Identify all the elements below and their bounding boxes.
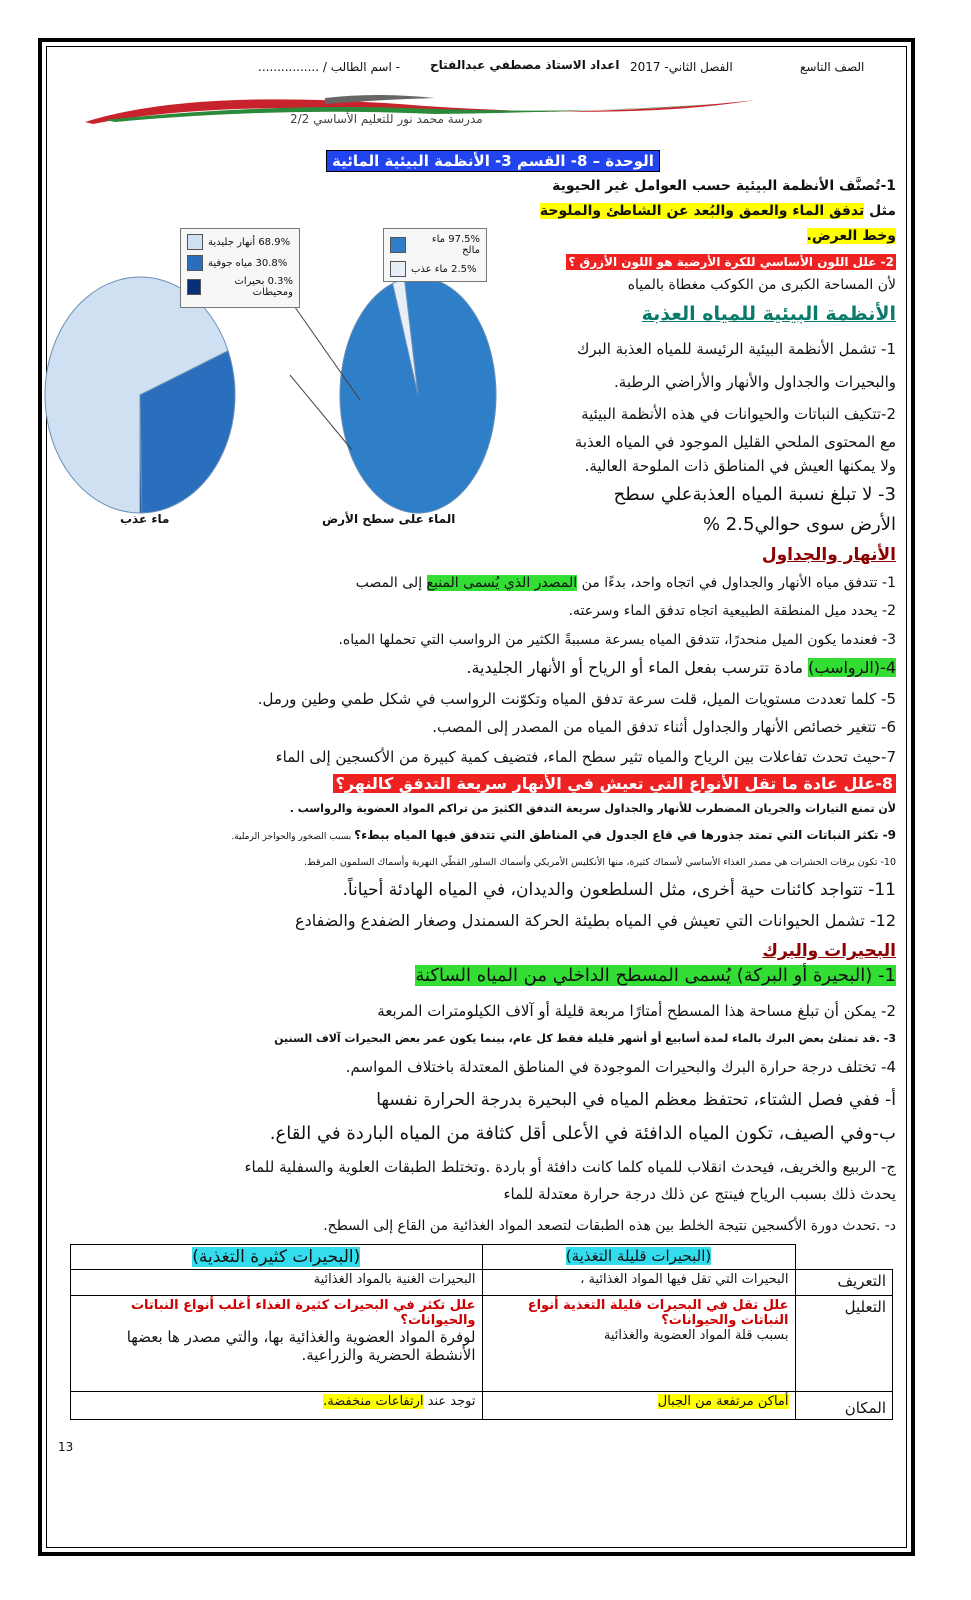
intro-line-2: مثل تدفق الماء والعمق والبُعد عن الشاطئ والملوحة — [539, 203, 896, 219]
header-grade: الصف التاسع — [800, 60, 865, 74]
rivers-line-9: 9- تكثر النباتات التي تمتد جذورها في قاع الجدول في المناطق التي تتدفق فيها المياه ببطء؟ بسبب الصخور والحواجز الرملية. — [231, 828, 896, 842]
comparison-table — [70, 1244, 893, 1420]
table-label-reason: التعليل — [795, 1296, 893, 1392]
table-head-low: (البحيرات قليلة التغذية) — [482, 1245, 795, 1270]
lakes-line-d: د- .تحدث دورة الأكسجين نتيجة الخلط بين هذه الطبقات لتصعد المواد الغذائية من القاع إلى السطح. — [323, 1218, 896, 1234]
legend-earth — [383, 228, 487, 282]
table-label-place: المكان — [795, 1392, 893, 1420]
rivers-answer-8: لأن تمنع التيارات والجريان المضطرب للأنهار والجداول سريعة التدفق الكثيرَ من تراكم المواد العضوية والرواسب . — [289, 802, 896, 815]
rivers-line-6: 6- تتغير خصائص الأنهار والجداول أثناء تدفق المياه من المصدر إلى المصب. — [432, 718, 896, 736]
table-head-high: (البحيرات كثيرة التغذية) — [71, 1245, 483, 1270]
fresh-line-1a: 1- تشمل الأنظمة البيئية الرئيسة للمياه العذبة البرك — [577, 340, 896, 358]
intro-line-3: وخط العرض. — [806, 228, 896, 244]
lakes-line-a: أ- ففي فصل الشتاء، تحتفظ معظم المياه في البحيرة بدرجة الحرارة نفسها — [376, 1090, 896, 1110]
school-banner-text: مدرسة محمد نور للتعليم الأساسي 2/2 — [290, 112, 483, 126]
lakes-line-2: 2- يمكن أن تبلغ مساحة هذا المسطح أمتارًا مربعة قليلة أو آلاف الكيلومترات المربعة — [377, 1002, 896, 1020]
rivers-line-11: 11- تتواجد كائنات حية أخرى، مثل السلطعون والديدان، في المياه الهادئة أحياناً. — [342, 880, 896, 900]
rivers-line-3: 3- فعندما يكون الميل منحدرًا، تتدفق المياه بسرعة مسببةً الكثير من الرواسب التي تحملها المياه. — [338, 632, 896, 648]
rivers-title: الأنهار والجداول — [761, 545, 896, 565]
legend-fresh-item-ground: 30.8% مياه جوفية — [187, 255, 293, 271]
pie-fresh-title: ماء عذب — [120, 512, 170, 526]
table-high-place: توجد عند ارتفاعات منخفضة. — [71, 1392, 483, 1420]
table-row-definition — [71, 1270, 893, 1296]
lakes-line-b: ب-وفي الصيف، تكون المياه الدافئة في الأعلى أقل كثافة من المياه الباردة في القاع. — [269, 1123, 896, 1144]
rivers-line-10: 10- تكون يرقات الحشرات هي مصدر الغذاء الأساسي لأسماك كثيرة، منها الأنكليس الأمريكي وأسماك السلور القطّي النهرية وأسماك السلمون المرقط. — [303, 857, 896, 868]
fresh-line-3a: 3- لا تبلغ نسبة المياه العذبةعلي سطح — [613, 484, 896, 505]
legend-earth-item-salt: 97.5% ماء مالح — [390, 234, 480, 256]
table-low-reason: علل تقل في البحيرات قليلة التغذية أنواع النباتات والحيوانات؟ بسبب قلة المواد العضوية والغذائية — [482, 1296, 795, 1392]
legend-swatch — [187, 255, 203, 271]
table-low-definition: البحيرات التي تقل فيها المواد الغذائية ، — [482, 1270, 795, 1296]
legend-fresh — [180, 228, 300, 308]
table-label-definition: التعريف — [795, 1270, 893, 1296]
intro-answer-2: لأن المساحة الكبرى من الكوكب مغطاة بالمياه — [627, 277, 896, 293]
legend-fresh-item-lakes: 0.3% بحيرات ومحيطات — [187, 276, 293, 298]
rivers-line-2: 2- يحدد ميل المنطقة الطبيعية اتجاه تدفق الماء وسرعته. — [568, 603, 896, 619]
fresh-line-2a: 2-تتكيف النباتات والحيوانات في هذه الأنظمة البيئية — [581, 405, 896, 423]
intro-question-2: 2- علل اللون الأساسي للكرة الأرضية هو اللون الأزرق ؟ — [568, 255, 894, 269]
pie-fresh-water — [45, 277, 235, 513]
table-corner-cell — [795, 1245, 893, 1270]
legend-swatch — [187, 234, 203, 250]
fresh-line-2c: ولا يمكنها العيش في المناطق ذات الملوحة العالية. — [584, 457, 896, 475]
page-number: 13 — [58, 1440, 74, 1454]
pie-earth-water — [340, 277, 496, 513]
rivers-question-8: 8-علل عادة ما تقل الأنواع التي تعيش في الأنهار سريعة التدفق كالنهر؟ — [333, 774, 896, 793]
header-student: - اسم الطالب / ................ — [258, 60, 400, 74]
lakes-line-c1: ج- الربيع والخريف، فيحدث انقلاب للمياه كلما كانت دافئة أو باردة .وتختلط الطبقات العلوية والسفلية للماء — [244, 1158, 896, 1176]
header-author: اعداد الاستاذ مصطفي عبدالفتاح — [430, 58, 620, 72]
table-low-place: أماكن مرتفعة من الجبال — [482, 1392, 795, 1420]
pie-earth-title: الماء على سطح الأرض — [322, 512, 456, 526]
lakes-line-4: 4- تختلف درجة حرارة البرك والبحيرات الموجودة في المناطق المعتدلة باختلاف المواسم. — [345, 1058, 896, 1076]
rivers-line-1: 1- تتدفق مياه الأنهار والجداول في اتجاه واحد، بدءًا من المصدر الذي يُسمى المنبع إلى المصب — [355, 575, 896, 591]
lakes-line-c2: يحدث ذلك بسبب الرياح فينتج عن ذلك درجة حرارة معتدلة للماء — [503, 1185, 896, 1203]
rivers-line-12: 12- تشمل الحيوانات التي تعيش في المياه بطيئة الحركة السمندل وصغار الضفدع والضفادع — [295, 911, 896, 930]
table-high-reason: علل تكثر في البحيرات كثيرة الغذاء أغلب أنواع النباتات والحيوانات؟ لوفرة المواد العضوية والغذائية بها، والتي مصدر ها بعضها الأنشطة الحضرية والزراعية. — [71, 1296, 483, 1392]
intro-line-1: 1-تُصنَّف الأنظمة البيئية حسب العوامل غير الحيوية — [552, 178, 896, 194]
legend-fresh-item-glaciers: 68.9% أنهار جليدية — [187, 234, 293, 250]
unit-title: الوحدة – 8- القسم 3- الأنظمة البيئية المائية — [326, 150, 660, 172]
fresh-title: الأنظمة البيئية للمياه العذبة — [641, 303, 896, 325]
legend-swatch — [187, 279, 201, 295]
table-header-row — [71, 1245, 893, 1270]
fresh-line-1b: والبحيرات والجداول والأنهار والأراضي الرطبة. — [614, 373, 896, 391]
lakes-title: البحيرات والبرك — [762, 941, 896, 961]
header-term: الفصل الثاني- 2017 — [630, 60, 733, 74]
table-high-definition: البحيرات الغنية بالمواد الغذائية — [71, 1270, 483, 1296]
lakes-line-3: 3- .قد تمتلئ بعض البرك بالماء لمدة أسابيع أو أشهر قليلة فقط كل عام، بينما يكون عمر بعض البحيرات آلاف السنين — [274, 1032, 896, 1045]
table-row-place — [71, 1392, 893, 1420]
fresh-line-2b: مع المحتوى الملحي القليل الموجود في المياه العذبة — [574, 433, 896, 451]
table-row-reason — [71, 1296, 893, 1392]
rivers-line-7: 7-حيث تحدث تفاعلات بين الرياح والمياه تثير سطح الماء، فتضيف كمية كبيرة من الأكسجين إلى الماء — [275, 748, 896, 766]
fresh-line-3b: الأرض سوى حوالي2.5 % — [702, 514, 896, 535]
legend-earth-item-fresh: 2.5% ماء عذب — [390, 261, 480, 277]
legend-swatch — [390, 261, 406, 277]
legend-swatch — [390, 237, 406, 253]
lakes-line-1: 1- (البحيرة أو البركة) يُسمى المسطح الداخلي من المياه الساكنة — [415, 965, 896, 986]
rivers-line-5: 5- كلما تعددت مستويات الميل، قلت سرعة تدفق المياه وتكوّنت الرواسب في شكل طمي وطين ورمل. — [257, 690, 896, 708]
rivers-line-4: 4-(الرواسب) مادة تترسب بفعل الماء أو الرياح أو الأنهار الجليدية. — [466, 658, 896, 677]
